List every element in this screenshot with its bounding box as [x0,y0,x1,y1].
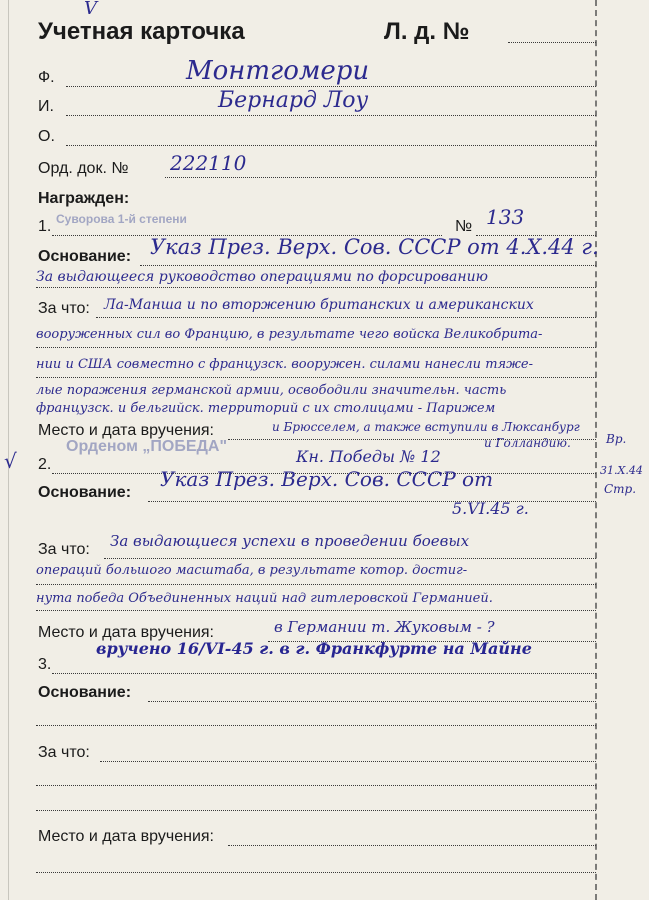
award2-stamp: Орденом „ПОБЕДА" [66,438,228,455]
award1-reason-line: Ла-Манша и по вторжению британских и американских [104,297,534,313]
order-doc-value: 222110 [170,151,247,175]
award2-reason-rule [104,558,596,559]
award2-number: 2. [38,456,52,473]
top-check-mark: V [84,0,97,19]
award1-reason-rule [36,287,596,288]
award1-reason-rule [36,377,596,378]
award3-reason-rule [36,810,596,811]
award3-place-line [228,845,596,846]
award2-check-mark: √ [4,449,17,473]
award2-reason-line: За выдающиеся успехи в проведении боевых [110,532,470,550]
first-name-value: Бернард Лоу [218,88,369,113]
personal-file-label: Л. д. № [384,18,470,45]
award1-reason-line: нии и США совместно с французск. вооружен. силами нанесли тяже- [36,357,533,372]
award2-reason-rule [36,584,596,585]
award1-basis-line [140,265,596,266]
award2-place-text: вручено 16/VI-45 г. в г. Франкфурте на Майне [96,639,532,658]
margin-note: Вр. [606,432,627,446]
award2-place-label: Место и дата вручения: [38,624,214,641]
award1-place-label: Место и дата вручения: [38,422,214,439]
award1-no-label: № [455,218,473,235]
award1-basis-text: Указ През. Верх. Сов. СССР от 4.Х.44 г. [150,235,599,259]
award3-line [52,673,596,674]
surname-label: Ф. [38,69,55,86]
award1-reason-line: лые поражения германской армии, освободили значительн. часть [36,383,507,398]
personal-file-number-line [508,42,596,43]
patronymic-label: О. [38,128,55,145]
award1-reason-rule [96,317,596,318]
award1-reason-line: вооруженных сил во Францию, в результате чего войска Великобрита- [36,327,543,342]
first-name-label: И. [38,98,54,115]
order-doc-line [165,177,596,178]
award1-stamp: Суворова 1-й степени [56,212,187,226]
award3-for-label: За что: [38,744,90,761]
award2-for-label: За что: [38,541,90,558]
perforation-line [595,0,597,900]
surname-value: Монтгомери [186,56,370,86]
award2-book-note: Кн. Победы № 12 [296,447,441,466]
award2-reason-line: операций большого масштаба, в результате котор. достиг- [36,563,468,578]
margin-note: Стр. [604,482,637,496]
award2-basis-date: 5.VI.45 г. [452,499,529,518]
award3-reason-rule [36,785,596,786]
award3-basis-label: Основание: [38,684,132,701]
card-title: Учетная карточка [38,18,245,45]
award2-reason-line: нута победа Объединенных наций над гитлеровской Германией. [36,591,493,606]
award1-place-text: и Брюсселем, а также вступили в Люксанбург [272,420,580,434]
award2-basis-label: Основание: [38,484,132,501]
award1-place-text: и Голландию. [484,436,571,450]
award1-for-label: За что: [38,300,90,317]
award1-reason-line: За выдающееся руководство операциями по форсированию [36,269,488,285]
award2-basis-text: Указ През. Верх. Сов. СССР от [160,467,494,491]
award3-place-line [36,872,596,873]
award3-number: 3. [38,656,52,673]
award3-basis-line [148,701,596,702]
award2-reason-rule [36,610,596,611]
margin-note: 31.Х.44 [600,464,643,477]
award1-reason-line: французск. и бельгийск. территорий с их столицами - Парижем [36,401,496,416]
awarded-heading: Награжден: [38,190,130,207]
award3-reason-rule [100,761,596,762]
order-doc-label: Орд. док. № [38,160,129,177]
award1-no-value: 133 [486,205,525,229]
award1-basis-label: Основание: [38,248,132,265]
award2-place-text: в Германии т. Жуковым - ? [274,618,495,636]
award1-reason-rule [36,347,596,348]
patronymic-line [66,145,596,146]
award1-number: 1. [38,218,52,235]
award3-basis-line [36,725,596,726]
award3-place-label: Место и дата вручения: [38,828,214,845]
